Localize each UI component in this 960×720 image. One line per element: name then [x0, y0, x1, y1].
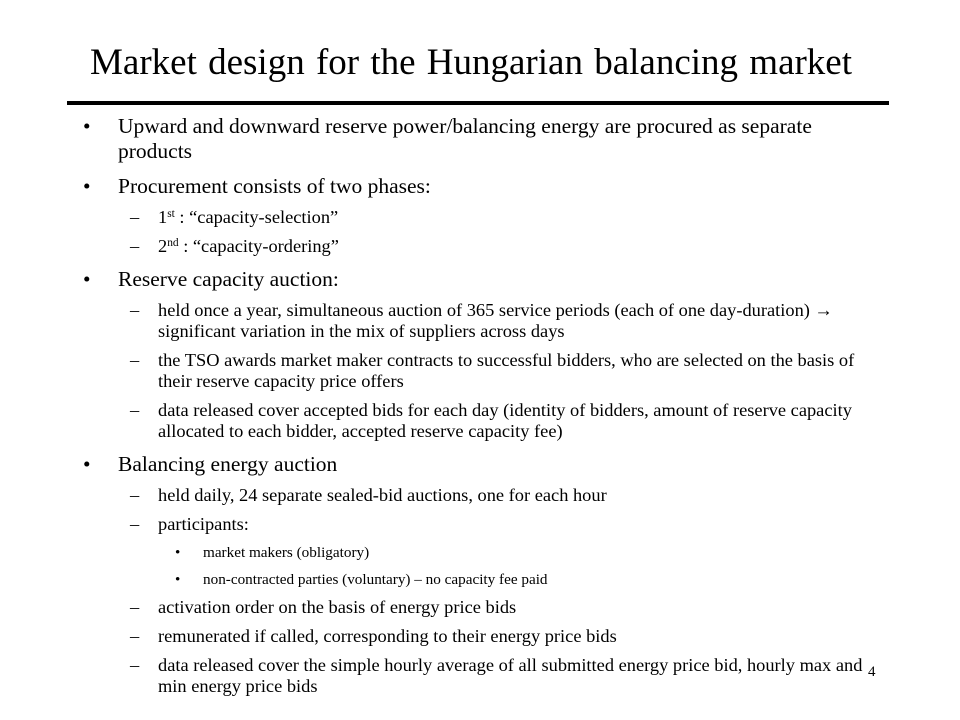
sub-bullet-text: data released cover the simple hourly average of all submitted energy price bid, hourly max and min energy price bids	[158, 655, 863, 696]
ordinal-number: 2	[158, 236, 168, 256]
sub-bullet-data-released-hourly-average	[82, 655, 882, 697]
bullet-marker: •	[83, 114, 91, 138]
dash-marker: –	[130, 300, 140, 320]
sub-bullet-capacity-selection	[82, 207, 882, 228]
dash-marker: –	[130, 207, 140, 227]
bullet-text: Procurement consists of two phases:	[118, 174, 431, 198]
sub-bullet-text: activation order on the basis of energy price bids	[158, 597, 517, 617]
dash-marker: –	[130, 514, 140, 534]
sub-bullet-text: held once a year, simultaneous auction of 365 service periods (each of one day-duration) → significant variation in the mix of suppliers across days	[158, 300, 833, 341]
sub-bullet-held-once-a-year	[82, 300, 882, 342]
dash-marker: –	[130, 655, 140, 675]
item-market-makers	[82, 544, 882, 562]
sub-bullet-participants	[82, 514, 882, 535]
sub-bullet-text: participants:	[158, 514, 249, 534]
small-bullet-marker: •	[175, 571, 181, 588]
item-non-contracted-parties	[82, 571, 882, 589]
sub-bullet-text: : “capacity-ordering”	[178, 236, 339, 256]
sub-bullet-data-released-accepted-bids	[82, 400, 882, 442]
dash-marker: –	[130, 485, 140, 505]
bullet-text: Reserve capacity auction:	[118, 267, 339, 291]
title-divider	[67, 101, 889, 105]
ordinal-suffix: st	[167, 208, 175, 220]
small-bullet-marker: •	[175, 544, 181, 561]
dash-marker: –	[130, 236, 140, 256]
bullet-procurement-phases	[82, 174, 882, 199]
sub-bullet-held-daily	[82, 485, 882, 506]
dash-marker: –	[130, 400, 140, 420]
sub-bullet-text: : “capacity-selection”	[174, 207, 339, 227]
bullet-marker: •	[83, 267, 91, 291]
bullet-reserve-capacity-auction	[82, 267, 882, 292]
ordinal-number: 1	[158, 207, 168, 227]
sub-bullet-text: remunerated if called, corresponding to their energy price bids	[158, 626, 617, 646]
bullet-text: Balancing energy auction	[118, 452, 338, 476]
bullet-marker: •	[83, 174, 91, 198]
sub-bullet-activation-order	[82, 597, 882, 618]
bullet-balancing-energy-auction	[82, 452, 882, 477]
ordinal-suffix: nd	[167, 237, 179, 249]
dash-marker: –	[130, 626, 140, 646]
dash-marker: –	[130, 597, 140, 617]
page-number: 4	[868, 664, 876, 680]
bullet-marker: •	[83, 452, 91, 476]
sub-bullet-tso-awards	[82, 350, 882, 392]
bullet-separate-products	[82, 114, 882, 164]
sub-bullet-text: held daily, 24 separate sealed-bid auctions, one for each hour	[158, 485, 607, 505]
sub-bullet-text: data released cover accepted bids for each day (identity of bidders, amount of reserve capacity allocated to each bidder, accepted reserve capacity fee)	[158, 400, 852, 441]
sub-bullet-text: the TSO awards market maker contracts to successful bidders, who are selected on the basis of their reserve capacity price offers	[158, 350, 855, 391]
slide-title: Market design for the Hungarian balancing market	[90, 42, 853, 83]
dash-marker: –	[130, 350, 140, 370]
bullet-text: Upward and downward reserve power/balancing energy are procured as separate products	[118, 114, 812, 163]
item-text: non-contracted parties (voluntary) – no capacity fee paid	[203, 571, 548, 588]
sub-bullet-capacity-ordering	[82, 236, 882, 257]
slide-content	[82, 114, 882, 697]
item-text: market makers (obligatory)	[203, 544, 370, 561]
sub-bullet-remunerated	[82, 626, 882, 647]
